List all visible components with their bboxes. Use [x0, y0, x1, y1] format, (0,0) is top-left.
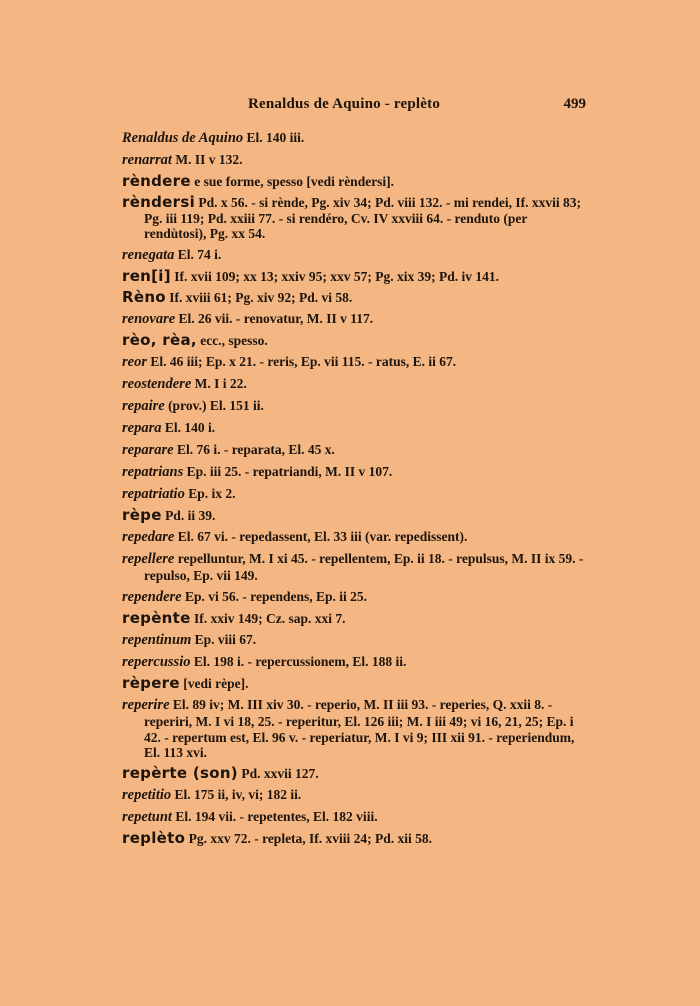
entry-citations: Pd. x 56. - si rènde, Pg. xiv 34; Pd. viii 132. - mi rendei, If. xxvii 83; Pg. iii 119; Pd. xxiii 77. - si rendéro, Cv. IV xxviii 64. - renduto (per rendùtosi), Pg. xx 54.	[144, 195, 582, 242]
entry-citations: If. xviii 61; Pg. xiv 92; Pd. vi 58.	[165, 290, 353, 306]
dictionary-entry	[122, 311, 588, 328]
dictionary-entry	[122, 508, 588, 524]
entry-citations: El. 67 vi. - repedassent, El. 33 iii (var. repedissent).	[174, 529, 468, 545]
entry-headword: reparare	[122, 442, 174, 459]
dictionary-entry	[122, 766, 588, 782]
dictionary-entry	[122, 676, 588, 692]
entry-headword: repentinum	[122, 632, 192, 649]
entry-citations: El. 74 i.	[174, 247, 222, 263]
entry-citations: [vedi rèpe].	[179, 676, 249, 692]
entry-headword: repatrians	[122, 464, 184, 481]
entry-citations: El. 26 vii. - renovatur, M. II v 117.	[175, 311, 374, 327]
dictionary-entry	[122, 654, 588, 671]
page-number: 499	[563, 96, 586, 112]
entry-headword: rependere	[122, 589, 182, 606]
entry-headword: renovare	[122, 311, 176, 328]
entry-citations: El. 198 i. - repercussionem, El. 188 ii.	[190, 654, 407, 670]
entry-citations: M. I i 22.	[191, 376, 247, 392]
dictionary-entry	[122, 551, 588, 583]
entry-headword: repetunt	[122, 809, 172, 826]
entry-headword: repedare	[122, 529, 175, 546]
entry-citations: Ep. vi 56. - rependens, Ep. ii 25.	[181, 589, 368, 605]
entry-headword: repatriatio	[122, 486, 185, 503]
dictionary-entry	[122, 486, 588, 503]
entry-citations: Ep. iii 25. - repatriandi, M. II v 107.	[183, 464, 393, 480]
entry-headword: repara	[122, 420, 162, 437]
entry-headword: rèndere	[122, 172, 191, 190]
dictionary-entry	[122, 831, 588, 847]
entry-list	[122, 130, 588, 852]
entry-headword: replèto	[122, 829, 186, 848]
dictionary-entry	[122, 398, 588, 415]
dictionary-entry	[122, 529, 588, 546]
dictionary-entry	[122, 174, 588, 190]
entry-citations: If. xvii 109; xx 13; xxiv 95; xxv 57; Pg. xix 39; Pd. iv 141.	[170, 269, 500, 285]
entry-citations: Pg. xxv 72. - repleta, If. xviii 24; Pd. xii 58.	[185, 831, 433, 847]
entry-citations: Ep. ix 2.	[184, 486, 236, 502]
dictionary-entry	[122, 333, 588, 349]
entry-citations: El. 140 i.	[161, 420, 216, 436]
entry-headword: repènte	[122, 609, 191, 628]
dictionary-entry	[122, 442, 588, 459]
entry-citations: e sue forme, spesso [vedi rèndersi].	[190, 174, 395, 189]
entry-citations: Pd. ii 39.	[161, 508, 216, 524]
entry-headword: repellere	[122, 551, 175, 568]
page-header	[120, 96, 586, 114]
entry-citations: (prov.) El. 151 ii.	[164, 398, 264, 414]
entry-headword: rèpere	[122, 674, 180, 693]
entry-citations: El. 76 i. - reparata, El. 45 x.	[173, 442, 335, 458]
dictionary-entry	[122, 195, 588, 242]
dictionary-entry	[122, 464, 588, 481]
dictionary-entry	[122, 632, 588, 649]
entry-citations: El. 46 iii; Ep. x 21. - reris, Ep. vii 115. - ratus, E. ii 67.	[146, 354, 457, 370]
entry-headword: ren[i]	[122, 267, 171, 286]
entry-citations: El. 175 ii, iv, vi; 182 ii.	[171, 787, 302, 803]
dictionary-entry	[122, 354, 588, 371]
entry-headword: renegata	[122, 247, 175, 264]
entry-headword: Renaldus de Aquino	[122, 130, 244, 146]
entry-citations: El. 140 iii.	[243, 130, 305, 145]
entry-headword: repaire	[122, 398, 165, 415]
dictionary-entry	[122, 269, 588, 285]
entry-citations: El. 89 iv; M. III xiv 30. - reperio, M. II iii 93. - reperies, Q. xxii 8. - reperiri, M. I vi 18, 25. - reperitur, El. 126 iii; M. I iii 49; vi 16, 21, 25; Ep. i 42. - repertum est, El. 96 v. - reperiatur, M. I vi 9; III xii 91. - reperiendum, El. 113 xvi.	[144, 697, 575, 761]
dictionary-entry	[122, 152, 588, 169]
entry-headword: Rèno	[122, 288, 166, 307]
entry-citations: repelluntur, M. I xi 45. - repellentem, Ep. ii 18. - repulsus, M. II ix 59. - repulso, Ep. vii 149.	[144, 551, 584, 584]
dictionary-entry	[122, 247, 588, 264]
dictionary-entry	[122, 420, 588, 437]
entry-headword: reor	[122, 354, 147, 371]
entry-citations: Ep. viii 67.	[191, 632, 257, 648]
dictionary-entry	[122, 130, 588, 147]
entry-headword: rèndersi	[122, 193, 196, 211]
entry-headword: renarrat	[122, 152, 172, 168]
entry-headword: rèpe	[122, 506, 162, 525]
entry-headword: repetitio	[122, 787, 172, 804]
entry-citations: If. xxiv 149; Cz. sap. xxi 7.	[190, 611, 346, 627]
entry-citations: ecc., spesso.	[196, 333, 268, 349]
dictionary-entry	[122, 611, 588, 627]
entry-headword: rèo, rèa,	[122, 331, 197, 350]
dictionary-entry	[122, 787, 588, 804]
entry-citations: Pd. xxvii 127.	[237, 766, 319, 782]
dictionary-entry	[122, 290, 588, 306]
entry-citations: M. II v 132.	[171, 152, 243, 167]
running-title: Renaldus de Aquino - replèto	[248, 96, 441, 112]
dictionary-entry	[122, 697, 588, 761]
dictionary-entry	[122, 809, 588, 826]
entry-headword: repèrte (son)	[122, 764, 238, 783]
dictionary-entry	[122, 376, 588, 393]
entry-headword: reostendere	[122, 376, 192, 393]
entry-citations: El. 194 vii. - repetentes, El. 182 viii.	[171, 809, 378, 825]
entry-headword: reperire	[122, 697, 170, 714]
dictionary-entry	[122, 589, 588, 606]
entry-headword: repercussio	[122, 654, 191, 671]
